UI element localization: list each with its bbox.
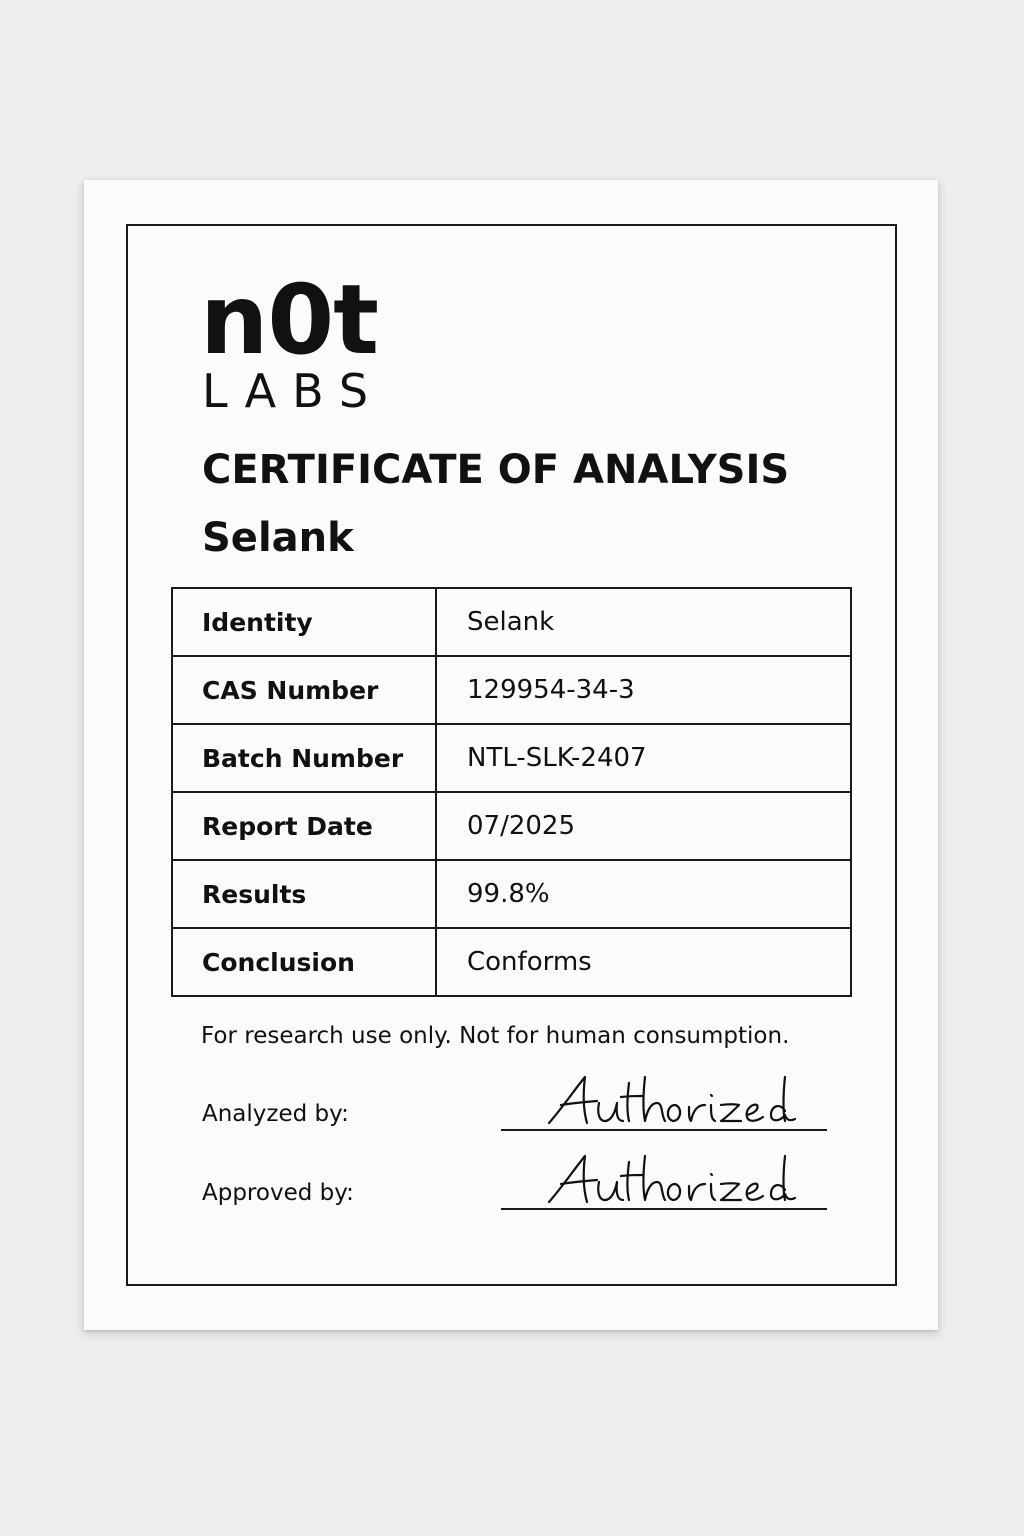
row-value: 07/2025 (436, 792, 851, 860)
table-row (172, 792, 851, 860)
analyzed-by-row (201, 1071, 827, 1131)
certificate-page (84, 180, 938, 1330)
signature-line (501, 1129, 827, 1131)
row-label: Results (172, 860, 436, 928)
approved-by-signature (541, 1150, 811, 1210)
approved-by-row (201, 1150, 827, 1210)
analyzed-by-label: Analyzed by: (202, 1101, 349, 1127)
logo-wordmark: n0t (200, 264, 379, 376)
analysis-table (171, 587, 852, 997)
row-value: Conforms (436, 928, 851, 996)
approved-by-label: Approved by: (202, 1180, 354, 1206)
signature-line (501, 1208, 827, 1210)
company-logo (200, 264, 385, 418)
row-label: Report Date (172, 792, 436, 860)
row-value: NTL-SLK-2407 (436, 724, 851, 792)
analyzed-by-signature (541, 1071, 811, 1131)
logo-subtext: LABS (202, 364, 385, 418)
row-label: Batch Number (172, 724, 436, 792)
document-title: CERTIFICATE OF ANALYSIS (202, 447, 790, 493)
row-value: Selank (436, 588, 851, 656)
product-name: Selank (202, 515, 354, 561)
row-label: Identity (172, 588, 436, 656)
table-row (172, 656, 851, 724)
disclaimer-text: For research use only. Not for human consumption. (201, 1023, 790, 1049)
table-row (172, 928, 851, 996)
row-label: CAS Number (172, 656, 436, 724)
row-label: Conclusion (172, 928, 436, 996)
table-row (172, 588, 851, 656)
table-row (172, 724, 851, 792)
row-value: 99.8% (436, 860, 851, 928)
table-row (172, 860, 851, 928)
row-value: 129954-34-3 (436, 656, 851, 724)
